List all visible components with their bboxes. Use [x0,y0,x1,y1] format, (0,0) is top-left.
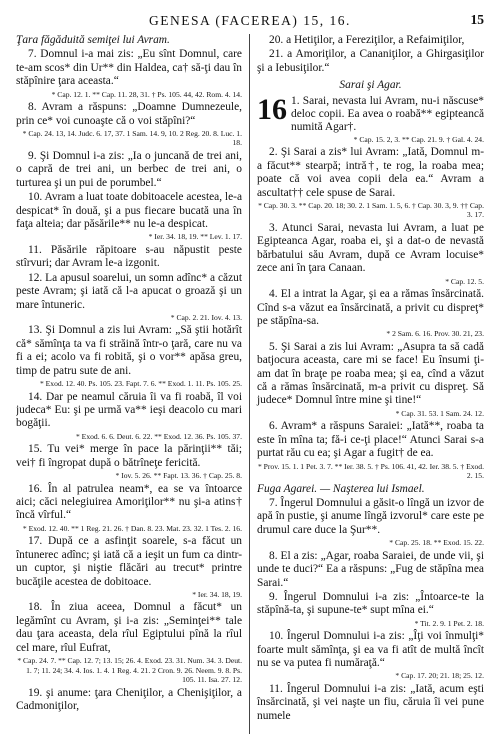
cross-reference: * Cap. 24. 13, 14. Judc. 6. 17, 37. 1 Sam. 14. 9, 10. 2 Reg. 20. 8. Luc. 1. 18. [22,128,242,148]
chapter-number: 16 [257,92,287,126]
cross-reference: * Cap. 12. 1. ** Cap. 11. 28, 31. † Ps. 105. 44, 42. Rom. 4. 14. [51,89,242,99]
verse: 18. În ziua aceea, Domnul a făcut* un legămînt cu Avram, şi i-a zis: „Seminţei** tale dau ţara aceasta, dela rîul Egiptului pînă la rîul cel mare, rîul Eufrat, [16,601,242,654]
cross-reference: * Cap. 12. 5. [445,276,484,286]
cross-reference: * Cap. 25. 18. ** Exod. 15. 22. [389,538,484,548]
text-columns [16,34,484,734]
verse: 12. La apusul soarelui, un somn adînc* a căzut peste Avram; şi iată că l-a apucat o groază şi un mare întuneric. [16,271,242,311]
cross-reference: * Cap. 24. 7. ** Cap. 12. 7; 13. 15; 26. 4. Exod. 23. 31. Num. 34. 3. Deut. 1. 7; 11. 24; 34. 4. Ios. 1. 4. 1 Reg. 4. 21. 2 Cron. 9. 26. Neem. 9. 8. Ps. 105. 11. Isa. 27. 12. [17,656,242,685]
verse: 7. Îngerul Domnului a găsit-o lîngă un izvor de apă în pustie, şi anume lîngă izvorul* care este pe drumul care duce la Şur**. [257,496,484,536]
left-column [16,34,250,734]
cross-reference: * Ier. 34. 18, 19. ** Lev. 1. 17. [148,232,242,242]
verse: 8. Avram a răspuns: „Doamne Dumnezeule, prin ce* voi cunoaşte că o voi stăpîni?“ [16,101,242,127]
running-title: GENESA (FACEREA) 15, 16. [149,13,351,28]
verse: 3. Atunci Sarai, nevasta lui Avram, a luat pe Egipteanca Agar, roaba ei, şi a dat-o de nevastă bărbatului său Avram, după ce Avram locuise* zece ani în ţara Canaan. [257,221,484,275]
verse: 6. Avram* a răspuns Saraiei: „Iată**, roaba ta este în mîna ta; fă-i ce-ţi place!“ Atunci Sarai s-a purtat rău cu ea; şi Agar a fugit† de ea. [257,420,484,460]
page-header [16,12,484,34]
verse: 8. El a zis: „Agar, roaba Saraiei, de unde vii, şi unde te duci?“ Ea a răspuns: „Fug de stăpîna mea Sarai.“ [257,549,484,589]
verse: 10. Avram a luat toate dobitoacele acestea, le-a despicat* în două, şi a pus fiecare bucată una în faţa alteia; dar păsările** nu le-a despicat. [16,191,242,230]
verse: 7. Domnul i-a mai zis: „Eu sînt Domnul, care te-am scos* din Ur** din Haldea, ca† să-ţi dau în stăpînire ţara aceasta.“ [16,48,242,88]
verse: 13. Şi Domnul a zis lui Avram: „Să ştii hotărît că* sămînţa ta va fi străină într-o ţară, care nu va fi a ei; acolo va fi robită, şi o vor** apăsa greu, timp de patru sute de ani. [16,324,242,377]
page-number: 15 [470,12,484,27]
chapter-start [257,92,484,135]
cross-reference: * Exod. 12. 40. Ps. 105. 23. Fapt. 7. 6. ** Exod. 1. 11. Ps. 105. 25. [39,379,242,389]
right-column [250,34,484,734]
verse: 4. El a intrat la Agar, şi ea a rămas însărcinată. Cînd s-a văzut ea însărcinată, a privit cu dispreţ* pe stăpîna-sa. [257,288,484,327]
cross-reference: * Ier. 34. 18, 19. [192,589,242,599]
cross-reference: * Exod. 6. 6. Deut. 6. 22. ** Exod. 12. 36. Ps. 105. 37. [75,431,242,441]
verse: 17. După ce a asfinţit soarele, s-a făcut un întunerec adînc; şi iată că a ieşit un fum ca dintr-un cuptor, şi niştie flăcări au trecut* printre bucăţile acestea de dobitoace. [16,535,242,588]
cross-reference: * Cap. 30. 3. ** Cap. 20. 18; 30. 2. 1 Sam. 1. 5, 6. † Cap. 30. 3, 9. †† Cap. 3. 17. [258,200,484,220]
verse: 19. şi anume: ţara Cheniţilor, a Chenişiţilor, a Cadmoniţilor, [16,686,242,712]
cross-reference: * Cap. 15. 2, 3. ** Cap. 21. 9. † Gal. 4. 24. [353,134,484,144]
verse: 9. Îngerul Domnului i-a zis: „Întoarce-te la stăpînă-ta, şi supune-te* supt mîna ei.“ [257,590,484,617]
verse: 11. Păsările răpitoare s-au năpustit peste stîrvuri; dar Avram le-a izgonit. [16,243,242,270]
cross-reference: * Prov. 15. 1. 1 Pet. 3. 7. ** Ier. 38. 5. † Ps. 106. 41, 42. Ier. 38. 5. † Exod. 2. 15. [257,461,484,481]
verse: 5. Şi Sarai a zis lui Avram: „Asupra ta să cadă batjocura aceasta, care mi se face! Eu însumi ţi-am dat în braţe pe roaba mea; şi ea, cînd a văzut că a rămas însărcinată, m-a privit cu dispreţ. Să judece* Domnul între mine şi tine!“ [257,340,484,407]
cross-reference: * Cap. 2. 21. Iov. 4. 13. [170,312,242,322]
cross-reference: * Cap. 17. 20; 21. 18; 25. 12. [395,671,484,681]
verse: 20. a Hetiţilor, a Fereziţilor, a Refaimiţilor, [269,34,465,46]
cross-reference: * Cap. 31. 53. 1 Sam. 24. 12. [395,408,484,418]
verse-text: 1. Sarai, nevasta lui Avram, nu-i născuse* deloc copii. Ea avea o roabă** egipteancă numită Agar†. [291,94,484,134]
verse: 15. Tu vei* merge în pace la părinţii** tăi; vei† fi îngropat după o bătrîneţe fericită. [16,443,242,469]
cross-reference: * Iov. 5. 26. ** Fapt. 13. 36. † Cap. 25. 8. [115,471,242,481]
cross-reference: * Tit. 2. 9. 1 Pet. 2. 18. [414,618,484,628]
verse: 16. În al patrulea neam*, ea se va întoarce aici; căci nelegiuirea Amoriţilor** nu şi-a atins† încă vîrful.“ [16,482,242,522]
section-heading: Fuga Agarei. — Naşterea lui Ismael. [257,482,425,495]
verse: 14. Dar pe neamul căruia îi va fi roabă, îl voi judeca* Eu: şi pe urmă va** ieşi deacolo cu mari bogăţii. [16,390,242,430]
section-heading: Ţara făgăduită semiţei lui Avram. [16,34,170,46]
verse: 10. Îngerul Domnului i-a zis: „Îţi voi înmulţi* foarte mult sămînţa, şi ea va fi atît de multă încît nu se va putea fi număraţă.“ [257,630,484,670]
section-heading: Sarai şi Agar. [339,79,402,92]
verse: 2. Şi Sarai a zis* lui Avram: „Iată, Domnul m-a făcut** stearpă; intră†, te rog, la roaba mea; poate că voi avea copii dela ea.“ Avram a ascultat†† cele spuse de Sarai. [257,146,484,199]
cross-reference: * Exod. 12. 40. ** 1 Reg. 21. 26. † Dan. 8. 23. Mat. 23. 32. 1 Tes. 2. 16. [22,523,242,533]
verse: 21. a Amoriţilor, a Cananiţilor, a Ghirgasiţilor şi a Iebusiţilor.“ [257,48,484,74]
cross-reference: * 2 Sam. 6. 16. Prov. 30. 21, 23. [386,329,484,339]
verse: 11. Îngerul Domnului i-a zis: „Iată, acum eşti însărcinată, şi vei naşte un fiu, căruia îi vei pune numele [257,682,484,722]
verse: 9. Şi Domnul i-a zis: „Ia o juncană de trei ani, o capră de trei ani, un berbec de trei ani, o turturea şi un pui de porumbel.“ [16,149,242,189]
